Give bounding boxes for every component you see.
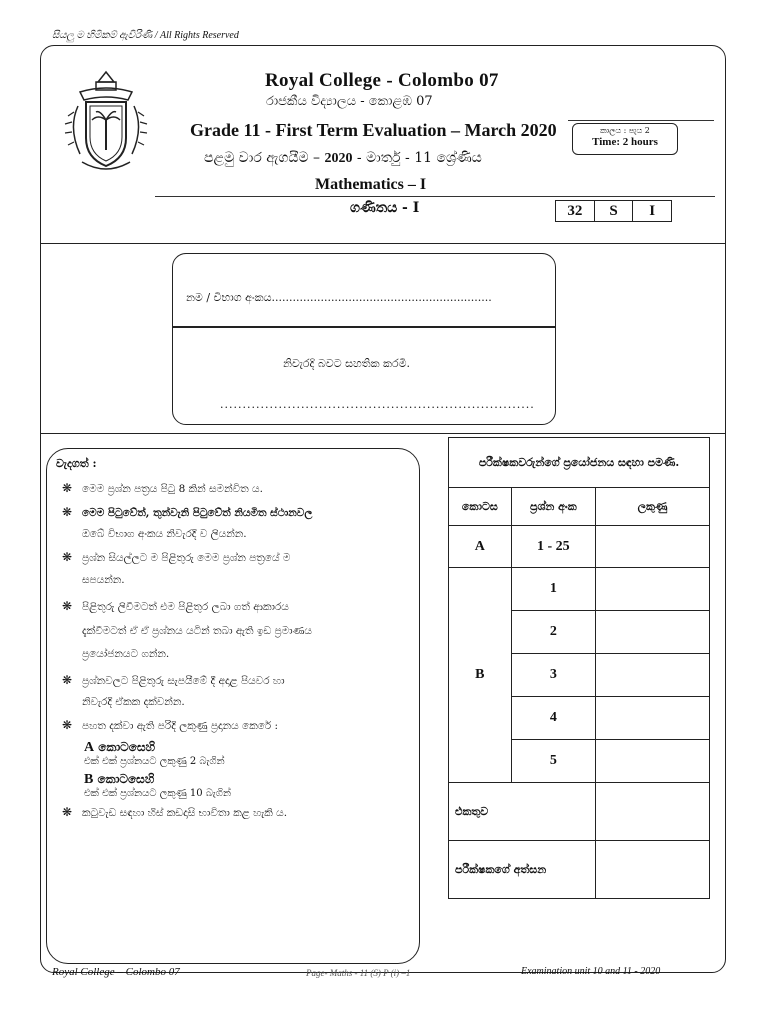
name-index-field[interactable]: නම / විභාග අංකය............................................................... [186,291,492,304]
examiner-marks-table [448,437,710,899]
certification-text: නිවැරදි බවට සහතික කරමි. [283,357,411,370]
star-bullet-icon: ❋ [62,481,73,495]
instruction-item-cont: ඔබේ විභාග අංකය නිවැරදි ව ලියන්න. [82,528,247,540]
question-number: 5 [511,740,595,783]
header-question-number: ප්‍රශ්න අංක [511,488,595,526]
footer-school: Royal College – Colombo 07 [52,966,180,978]
subject-english: Mathematics – I [315,176,427,193]
instruction-item: ❋ මෙම පිටුවේත්, තුන්වැනි පිටුවේත් නියමිත ස්ථානවල [62,500,412,526]
rights-reserved-note: සියලු ම හිමිකම් ඇවිරිණි / All Rights Reserved [52,30,239,41]
school-name-sinhala: රාජකීය විද්‍යාලය - කොළඹ 07 [266,94,433,109]
title-rule [568,120,714,121]
instruction-item: ❋ පිළිතුරු ලිවීමටත් එම පිළිතුර ලබා ගත් ආකාරය [62,594,412,620]
question-number: 4 [511,697,595,740]
footer-exam-unit: Examination unit 10 and 11 - 2020 [521,966,661,977]
total-label: එකතුව [449,783,596,841]
question-marks[interactable] [595,568,709,611]
instruction-item: ❋ ප්‍රශ්නවලට පිළිතුරු සැපයීමේ දී අදාළ පියවර හා [62,668,412,694]
instruction-item-cont: නිවැරදි ඒකක දක්වන්න. [82,696,185,708]
star-bullet-icon: ❋ [62,673,73,687]
header-marks: ලකුණු [595,488,709,526]
instruction-item: ❋ පහත දක්වා ඇති පරිදි ලකුණු ප්‍රදානය කෙරේ : [62,713,412,739]
subject-sinhala: ගණිතය - I [350,200,420,216]
part-a-heading: A කොටසෙහි [84,740,156,755]
candidate-box-divider [172,326,556,328]
time-sinhala: කාලය : පැය 2 [600,126,650,135]
table-caption: පරීක්ෂකවරුන්ගේ ප්‍රයෝජනය සඳහා පමණි. [449,438,710,488]
exam-title: Grade 11 - First Term Evaluation – March 2020 [190,120,557,140]
star-bullet-icon: ❋ [62,805,73,819]
instruction-item-cont: සපයන්න. [82,574,125,586]
signature-field[interactable]: ...................................................................... [220,398,535,411]
footer-page: Page- Maths - 11 (S) P (i) –1 [306,968,411,978]
school-name-english: Royal College - Colombo 07 [265,70,499,91]
star-bullet-icon: ❋ [62,718,73,732]
instruction-item: ❋ ප්‍රශ්න සියල්ලට ම පිළිතුරු මෙම ප්‍රශ්න පත්‍රයේ ම [62,545,412,571]
question-number: 2 [511,611,595,654]
question-number: 1 [511,568,595,611]
header-part: කොටස [449,488,512,526]
question-marks[interactable] [595,697,709,740]
exam-title-sinhala: පළමු වාර ඇගයීම – 2020 - මාර්තු - 11 ශ්‍රේණිය [204,150,482,166]
part-a-range: 1 - 25 [511,526,595,568]
instruction-item: ❋ කටුවැඩ සඳහා හිස් කඩදාසි භාවිතා කළ හැකි ය. [62,800,412,826]
paper-code-medium: S [595,201,634,221]
header-divider [40,243,726,244]
instructions-title: වැදගත් : [56,457,97,470]
part-b-marks-text: එක් එක් ප්‍රශ්නයට ලකුණු 10 බැගින් [84,788,232,799]
star-bullet-icon: ❋ [62,599,73,613]
paper-code-number: 32 [556,201,595,221]
part-b-heading: B කොටසෙහි [84,772,155,787]
part-a-marks-text: එක් එක් ප්‍රශ්නයට ලකුණු 2 බැගින් [84,756,225,767]
examiner-signature[interactable] [595,841,709,899]
school-crest-logo [58,68,154,178]
question-marks[interactable] [595,654,709,697]
part-a-marks[interactable] [595,526,709,568]
question-marks[interactable] [595,611,709,654]
subject-rule [155,196,715,197]
time-box [572,123,678,155]
section-divider [40,433,726,434]
instruction-item: ❋ මෙම ප්‍රශ්න පත්‍රය පිටු 8 කින් සමන්විත ය. [62,476,412,502]
question-number: 3 [511,654,595,697]
instruction-item-cont: ප්‍රයෝජනයට ගන්න. [82,648,170,660]
part-b-cell: B [449,568,512,783]
total-marks[interactable] [595,783,709,841]
question-marks[interactable] [595,740,709,783]
star-bullet-icon: ❋ [62,550,73,564]
part-a-cell: A [449,526,512,568]
examiner-signature-label: පරීක්ෂකගේ අත්සන [449,841,596,899]
instruction-item-cont: දැක්වීමටත් ඒ ඒ ප්‍රශ්නය යටින් තබා ඇති ඉඩ ප්‍රමාණය [82,625,312,637]
star-bullet-icon: ❋ [62,505,73,519]
paper-code-box [555,200,672,222]
time-english: Time: 2 hours [592,136,658,148]
paper-code-part: I [649,203,656,219]
